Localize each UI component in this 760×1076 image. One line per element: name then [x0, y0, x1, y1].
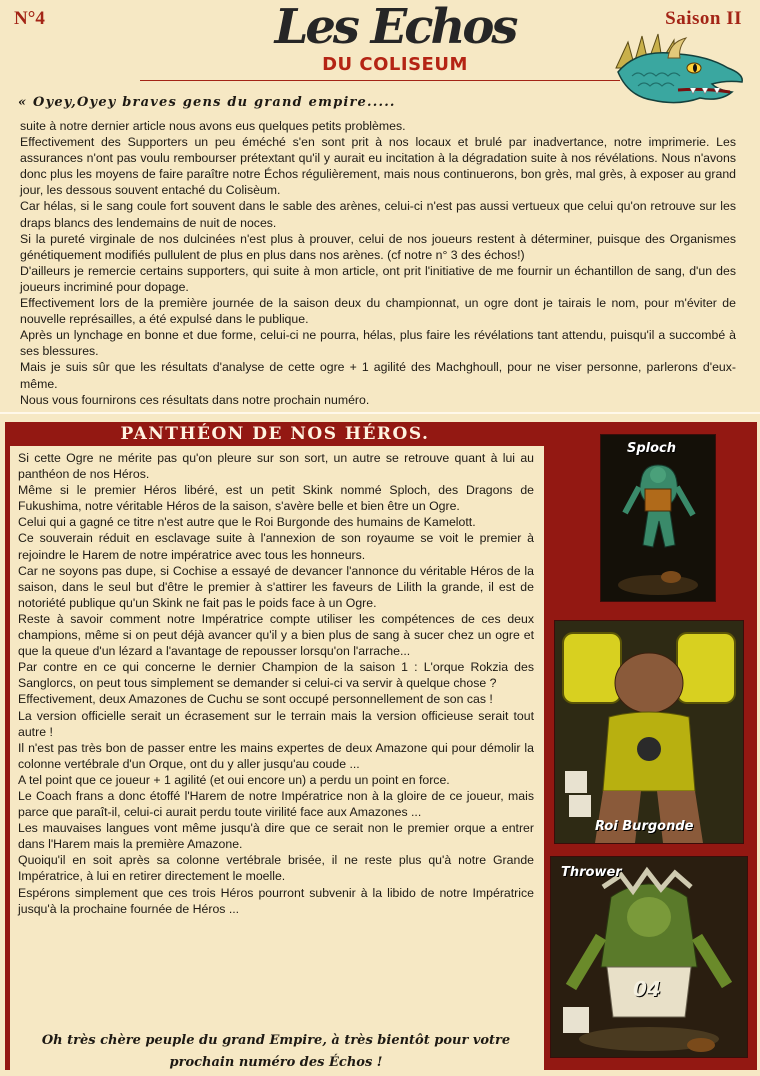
article-paragraph: Quoiqu'il en soit après sa colonne vertébrale brisée, il ne reste plus qu'à notre Grande Impératrice, à lui en retirer directement le moelle. — [18, 853, 534, 884]
intro-paragraph: Mais je suis sûr que les résultats d'analyse de cette ogre + 1 agilité des Machghoull, pour ne viser personne, parlerons d'eux-même. — [20, 360, 736, 391]
header-rule — [140, 80, 620, 81]
dragon-head-emblem — [608, 28, 748, 112]
intro-paragraph: D'ailleurs je remercie certains supporters, qui suite à mon article, ont prit l'initiative de me fournir un échantillon de sang, d'un des joueurs incriminé pour dopage. — [20, 263, 736, 294]
article-paragraph: Effectivement, deux Amazones de Cuchu se sont occupé personnellement de son cas ! — [18, 692, 493, 707]
article-paragraph: Si cette Ogre ne mérite pas qu'on pleure sur son sort, un autre se retrouve quant à lui au panthéon de nos Héros. — [18, 451, 534, 482]
article-paragraph: Car ne soyons pas dupe, si Cochise a essayé de devancer l'annonce du véritable Héros de la saison, dans le seul but d'être le premier à s'attirer les faveurs de Lilith la grande, il est de notoriété publique qu'un Skink ne fait pas le poids face à un Ogre. — [18, 563, 534, 610]
article-paragraph: Les mauvaises langues vont même jusqu'à dire que ce serait non le premier orque a entrer dans l'Harem mais la première Amazone. — [18, 821, 534, 852]
season-label: Saison II — [665, 8, 742, 29]
intro-paragraph: Après un lynchage en bonne et due forme, celui-ci ne pourra, hélas, plus faire les révélations tant attendu, puisqu'il a succombé à ses blessures. — [20, 328, 736, 359]
intro-paragraph: suite à notre dernier article nous avons eus quelques petits problèmes. — [20, 119, 406, 133]
section-title: PANTHÉON DE NOS HÉROS. — [120, 424, 430, 444]
hero-photo-sploch — [600, 434, 716, 602]
article-paragraph: La version officielle serait un écrasement sur le terrain mais la version officieuse serait tout autre ! — [18, 708, 534, 739]
issue-number: N°4 — [14, 8, 45, 29]
newspaper-subtitle: DU COLISEUM — [322, 54, 468, 75]
article-paragraph: Celui qui a gagné ce titre n'est autre que le Roi Burgonde des humains de Kamelott. — [18, 515, 476, 530]
intro-paragraph: Car hélas, si le sang coule fort souvent dans le sable des arènes, celui-ci n'est pas aussi vertueux que celui qu'on retrouve sur les draps blancs des lendemains de nuit de noces. — [20, 199, 736, 230]
article-paragraph: Le Coach frans a donc étoffé l'Harem de notre Impératrice non à la gloire de ce joueur, mais parce que paraît-il, celui-ci aurait perdu toute virilité face aux Amazones ... — [18, 788, 534, 820]
intro-paragraph: Effectivement des Supporters un peu éméché s'en sont prit à nos locaux et brulé par inadvertance, notre imprimerie. Les assurances n'ont pas voulu rembourser prétextant qu'il y aurait eu incitation à la dégradation suite à nos révélations. Nous n'avons donc plus les moyens de faire paraître notre Échos régulièrement, mais nous continuerons, bon grès, mal grès, à exposer au grand jour, les dessous souvent entaché du Colisèum. — [20, 135, 736, 198]
tagline: « Oyey,Oyey braves gens du grand empire..... — [18, 95, 396, 110]
article-paragraph: Il n'est pas très bon de passer entre les mains expertes de deux Amazone qui pour démolir la colonne vertébrale d'un Orque, ont du y aller jusqu'au coude ... — [18, 740, 534, 771]
article-paragraph: Ce souverain réduit en esclavage suite à l'annexion de son royaume se voit le premier à rejoindre le Harem de notre impératrice avec tous les honneurs. — [18, 531, 534, 562]
intro-paragraph: Effectivement lors de la première journée de la saison deux du championnat, un ogre dont je tairais le nom, pour m'éviter de nouvelle représailles, a été expulsé dans le publique. — [20, 296, 736, 327]
article-paragraph: Reste à savoir comment notre Impératrice compte utiliser les compétences de ces deux champions, même si on peut déjà avancer qu'il y a bien plus de sang à sucer chez un ogre et que la queue d'un lézard a l'avantage de repousser lorsqu'on l'arrache... — [18, 611, 534, 659]
intro-paragraph: Si la pureté virginale de nos dulcinées n'est plus à prouver, celui de nos joueurs restent à déterminer, puisque des Organismes génétiquement modifiés pullulent de plus en plus dans nos arènes. (cf notre n° 3 des échos!) — [20, 231, 736, 262]
hero-photo-thrower — [550, 856, 748, 1058]
article-paragraph: A tel point que ce joueur + 1 agilité (et oui encore un) a perdu un point en force. — [18, 772, 450, 787]
intro-paragraph: Nous vous fournirons ces résultats dans notre prochain numéro. — [20, 392, 370, 407]
closing-line: prochain numéro des Échos ! — [169, 1055, 383, 1070]
section-divider — [0, 412, 760, 414]
hero-photo-roi-burgonde — [554, 620, 744, 844]
article-paragraph: Même si le premier Héros libéré, est un petit Skink nommé Sploch, des Dragons de Fukushima, notre véritable Héros de la saison, s'avère belle et bien être un Ogre. — [18, 483, 534, 514]
article-paragraph: Espérons simplement que ces trois Héros pourront subvenir à la libido de notre Impératrice jusqu'à la prochaine fournée de Héros ... — [18, 885, 534, 916]
hero-caption: Sploch — [627, 441, 677, 456]
pantheon-article — [18, 450, 534, 917]
hero-caption: Thrower — [561, 865, 622, 880]
hero-caption: Roi Burgonde — [595, 819, 694, 834]
newspaper-title: Les Echos — [274, 0, 516, 55]
article-paragraph: Par contre en ce qui concerne le dernier Champion de la saison 1 : L'orque Rokzia des Sanglorcs, on peut tous simplement se demander si celui-ci va servir à quelque chose ? — [18, 660, 534, 691]
intro-article — [20, 118, 736, 408]
closing-message — [18, 1030, 534, 1074]
jersey-number: 04 — [633, 977, 661, 1001]
closing-line: Oh très chère peuple du grand Empire, à très bientôt pour votre — [41, 1033, 511, 1048]
